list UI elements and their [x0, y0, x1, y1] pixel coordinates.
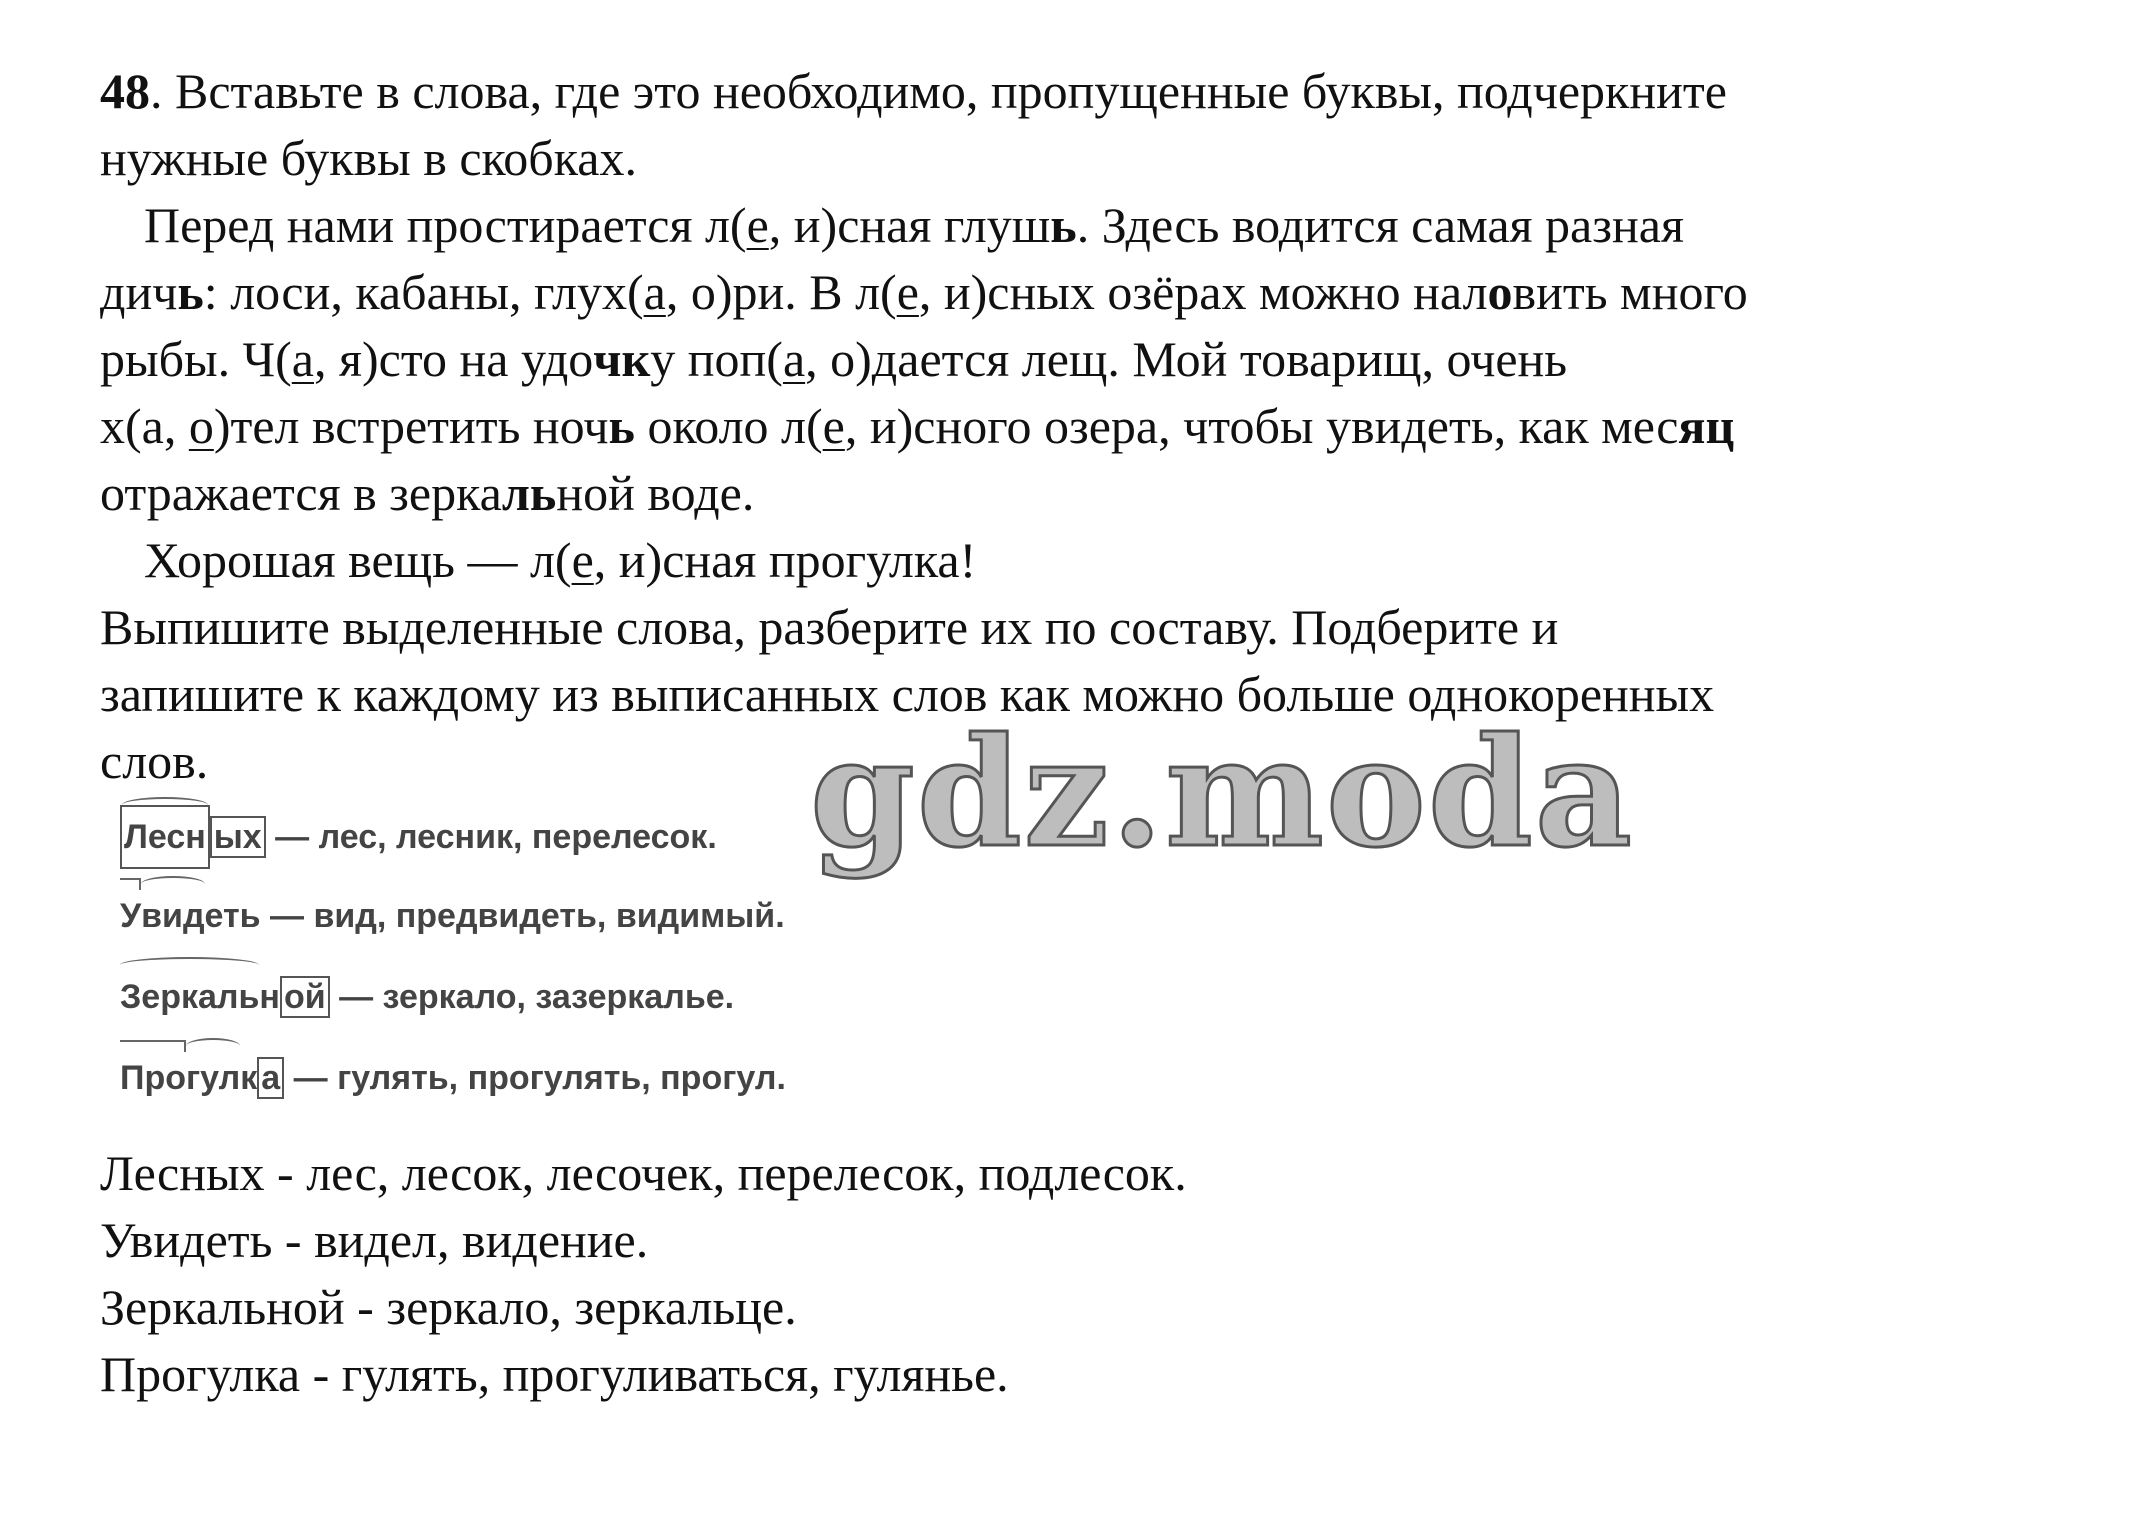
- word-ending: а: [257, 1057, 284, 1099]
- text-line-5: рыбы. Ч(а, я)сто на удочку поп(а, о)дается лещ. Мой товарищ, очень: [100, 331, 1568, 387]
- final-answer-1: Лесных - лес, лесок, лесочек, перелесок, подлесок.: [100, 1145, 1187, 1201]
- task2-line-1: Выпишите выделенные слова, разберите их по составу. Подберите и: [100, 599, 1559, 655]
- analysis-row-lesnykh: Лесн ых — лес, лесник, перелесок.: [120, 805, 786, 886]
- task2-line-3: слов.: [100, 733, 209, 789]
- word-root: гул: [186, 1048, 240, 1108]
- word-ending: ой: [280, 976, 330, 1018]
- text-line-7: отражается в зеркальной воде.: [100, 465, 755, 521]
- analysis-row-progulka: Прогулк а — гулять, прогулять, прогул.: [120, 1048, 786, 1129]
- final-answers: [100, 1140, 1187, 1408]
- text-line-4: дичь: лоси, кабаны, глух(а, о)ри. В л(е, и)сных озёрах можно наловить много: [100, 264, 1748, 320]
- final-answer-2: Увидеть - видел, видение.: [100, 1212, 649, 1268]
- word-root: Лесн: [120, 805, 210, 869]
- analysis-row-uvidet: Увидеть — вид, предвидеть, видимый.: [120, 886, 786, 967]
- final-answer-4: Прогулка - гулять, прогуливаться, гулянье.: [100, 1346, 1009, 1402]
- word-suffix: еть: [204, 897, 261, 935]
- word-prefix: У: [120, 886, 141, 946]
- instruction-line-2: нужные буквы в скобках.: [100, 130, 637, 186]
- word-ending: ых: [210, 816, 266, 858]
- text-line-3: Перед нами простирается л(е, и)сная глушь. Здесь водится самая разная: [144, 197, 1684, 253]
- task2-line-2: запишите к каждому из выписанных слов как можно больше однокоренных: [100, 666, 1715, 722]
- task-number: 48: [100, 63, 150, 119]
- text-line-8: Хорошая вещь — л(е, и)сная прогулка!: [144, 532, 977, 588]
- word-suffix: к: [240, 1059, 258, 1097]
- word-root: вид: [141, 886, 204, 946]
- final-answer-3: Зеркальной - зеркало, зеркальце.: [100, 1279, 797, 1335]
- word-prefix: Про: [120, 1048, 186, 1108]
- watermark: gdz.moda: [810, 705, 1635, 881]
- word-root: Зеркаль: [120, 967, 259, 1027]
- morpheme-analysis: [120, 805, 786, 1129]
- analysis-row-zerkalnoy: Зеркальн ой — зеркало, зазеркалье.: [120, 967, 786, 1048]
- exercise-text: [100, 58, 2100, 795]
- word-suffix: н: [259, 978, 280, 1016]
- text-line-6: х(а, о)тел встретить ночь около л(е, и)сного озера, чтобы увидеть, как месяц: [100, 398, 1735, 454]
- instruction-line-1: 48. Вставьте в слова, где это необходимо, пропущенные буквы, подчеркните: [100, 63, 1727, 119]
